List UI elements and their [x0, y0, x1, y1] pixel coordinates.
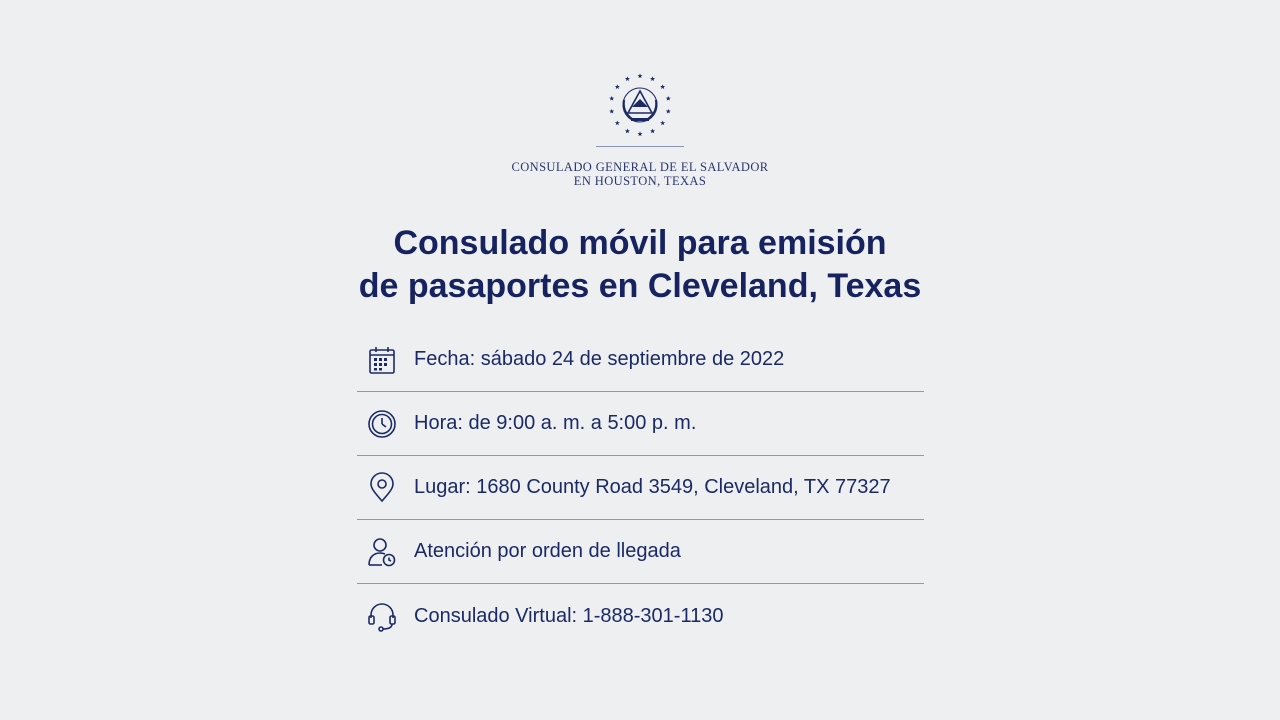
- seal-star-icon: [666, 96, 671, 101]
- seal-star-icon: [638, 73, 643, 78]
- calendar-icon: [365, 343, 399, 377]
- location-row: [357, 456, 924, 520]
- page-title-line1: Consulado móvil para emisión: [393, 224, 887, 262]
- seal-star-icon: [660, 84, 665, 89]
- location-text: Lugar: 1680 County Road 3549, Cleveland, TX 77327: [414, 476, 891, 498]
- clock-icon: [365, 407, 399, 441]
- time-row: [357, 392, 924, 456]
- attention-text: Atención por orden de llegada: [414, 540, 681, 562]
- el-salvador-seal-icon: [605, 70, 675, 140]
- seal-star-icon: [660, 120, 665, 125]
- location-pin-icon: [365, 471, 399, 505]
- seal-star-icon: [615, 84, 620, 89]
- header-divider: [596, 146, 684, 147]
- seal-star-icon: [650, 129, 655, 134]
- virtual-consulate-text: Consulado Virtual: 1-888-301-1130: [414, 604, 724, 627]
- seal-star-icon: [615, 120, 620, 125]
- seal-star-icon: [609, 96, 614, 101]
- consulate-header: [0, 70, 1280, 188]
- seal-star-icon: [638, 131, 643, 136]
- event-details-list: [357, 328, 924, 648]
- seal-star-icon: [625, 76, 630, 81]
- attention-row: [357, 520, 924, 584]
- page-title-line2: de pasaportes en Cleveland, Texas: [358, 267, 922, 305]
- organization-name-line2: EN HOUSTON, TEXAS: [573, 174, 707, 188]
- seal-star-icon: [609, 109, 614, 114]
- seal-star-icon: [650, 76, 655, 81]
- time-text: Hora: de 9:00 a. m. a 5:00 p. m.: [414, 412, 697, 434]
- person-clock-icon: [365, 535, 399, 569]
- virtual-consulate-row: [357, 584, 924, 648]
- seal-star-icon: [625, 129, 630, 134]
- headset-icon: [365, 599, 399, 633]
- page-title: [0, 222, 1280, 308]
- date-text: Fecha: sábado 24 de septiembre de 2022: [414, 348, 785, 370]
- organization-name: [0, 160, 1280, 188]
- seal-star-icon: [666, 109, 671, 114]
- date-row: [357, 328, 924, 392]
- organization-name-line1: CONSULADO GENERAL DE EL SALVADOR: [511, 160, 769, 174]
